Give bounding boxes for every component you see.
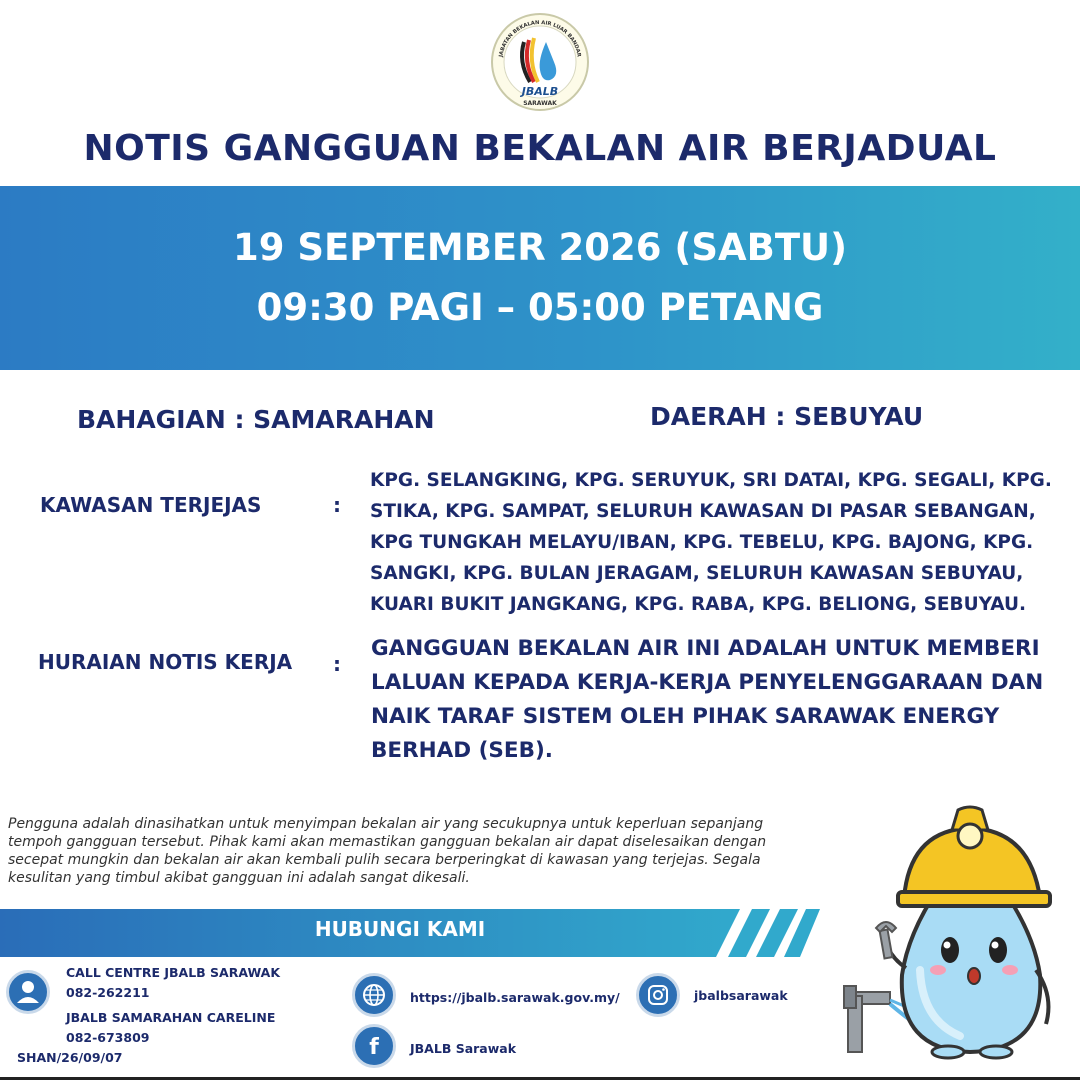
website-link[interactable]: https://jbalb.sarawak.gov.my/ [410, 990, 620, 1005]
person-icon [6, 970, 50, 1014]
affected-areas-colon: : [333, 493, 341, 517]
svg-text:f: f [369, 1035, 379, 1060]
advice-paragraph: Pengguna adalah dinasihatkan untuk menyimpan bekalan air yang secukupnya untuk keperluan sepanjang tempoh gangguan tersebut. Pihak kami akan memastikan gangguan bekalan air dapat diselesaikan dengan secepat mungkin dan bekalan air akan kembali pulih secara berperingkat di kawasan yang terjejas. Segala kesulitan yang timbul akibat gangguan ini adalah sangat dikesali. [8, 816, 767, 886]
jbalb-logo [490, 12, 590, 112]
call-centre-label: CALL CENTRE JBALB SARAWAK [66, 965, 281, 980]
facebook-icon [352, 1024, 396, 1068]
careline-label: JBALB SAMARAHAN CARELINE [66, 1010, 276, 1025]
svg-text:JABATAN BEKALAN AIR LUAR BANDA: JABATAN BEKALAN AIR LUAR BANDAR [498, 19, 582, 58]
instagram-icon [636, 973, 680, 1017]
schedule-banner [0, 186, 1080, 370]
contact-title: HUBUNGI KAMI [314, 917, 486, 941]
daerah-label: DAERAH : SEBUYAU [650, 402, 924, 431]
instagram-link[interactable]: jbalbsarawak [694, 988, 788, 1003]
work-description-text: GANGGUAN BEKALAN AIR INI ADALAH UNTUK MEMBERI LALUAN KEPADA KERJA-KERJA PENYELENGGARAAN DAN NAIK TARAF SISTEM OLEH PIHAK SARAWAK ENERGY BERHAD (SEB). [371, 636, 1044, 763]
schedule-time: 09:30 PAGI – 05:00 PETANG [256, 286, 824, 329]
work-description-colon: : [333, 652, 341, 676]
affected-areas-label: KAWASAN TERJEJAS [40, 493, 262, 517]
facebook-link[interactable]: JBALB Sarawak [410, 1041, 517, 1056]
globe-icon [352, 973, 396, 1017]
work-description-label: HURAIAN NOTIS KERJA [38, 650, 293, 674]
page-title: NOTIS GANGGUAN BEKALAN AIR BERJADUAL [83, 128, 997, 169]
reference-code: SHAN/26/09/07 [17, 1050, 123, 1065]
water-drop-mascot [840, 800, 1080, 1062]
svg-text:JBALB: JBALB [521, 85, 559, 98]
call-centre-phone[interactable]: 082-262211 [66, 985, 150, 1000]
bahagian-label: BAHAGIAN : SAMARAHAN [77, 405, 435, 434]
svg-text:SARAWAK: SARAWAK [523, 100, 557, 107]
careline-phone[interactable]: 082-673809 [66, 1030, 150, 1045]
schedule-date: 19 SEPTEMBER 2026 (SABTU) [232, 226, 848, 269]
affected-areas-text: KPG. SELANGKING, KPG. SERUYUK, SRI DATAI, KPG. SEGALI, KPG. STIKA, KPG. SAMPAT, SELURUH KAWASAN DI PASAR SEBANGAN, KPG TUNGKAH MELAYU/IBAN, KPG. TEBELU, KPG. BAJONG, KPG. SANGKI, KPG. BULAN JERAGAM, SELURUH KAWASAN SEBUYAU, KUARI BUKIT JANGKANG, KPG. RABA, KPG. BELIONG, SEBUYAU. [370, 470, 1052, 615]
